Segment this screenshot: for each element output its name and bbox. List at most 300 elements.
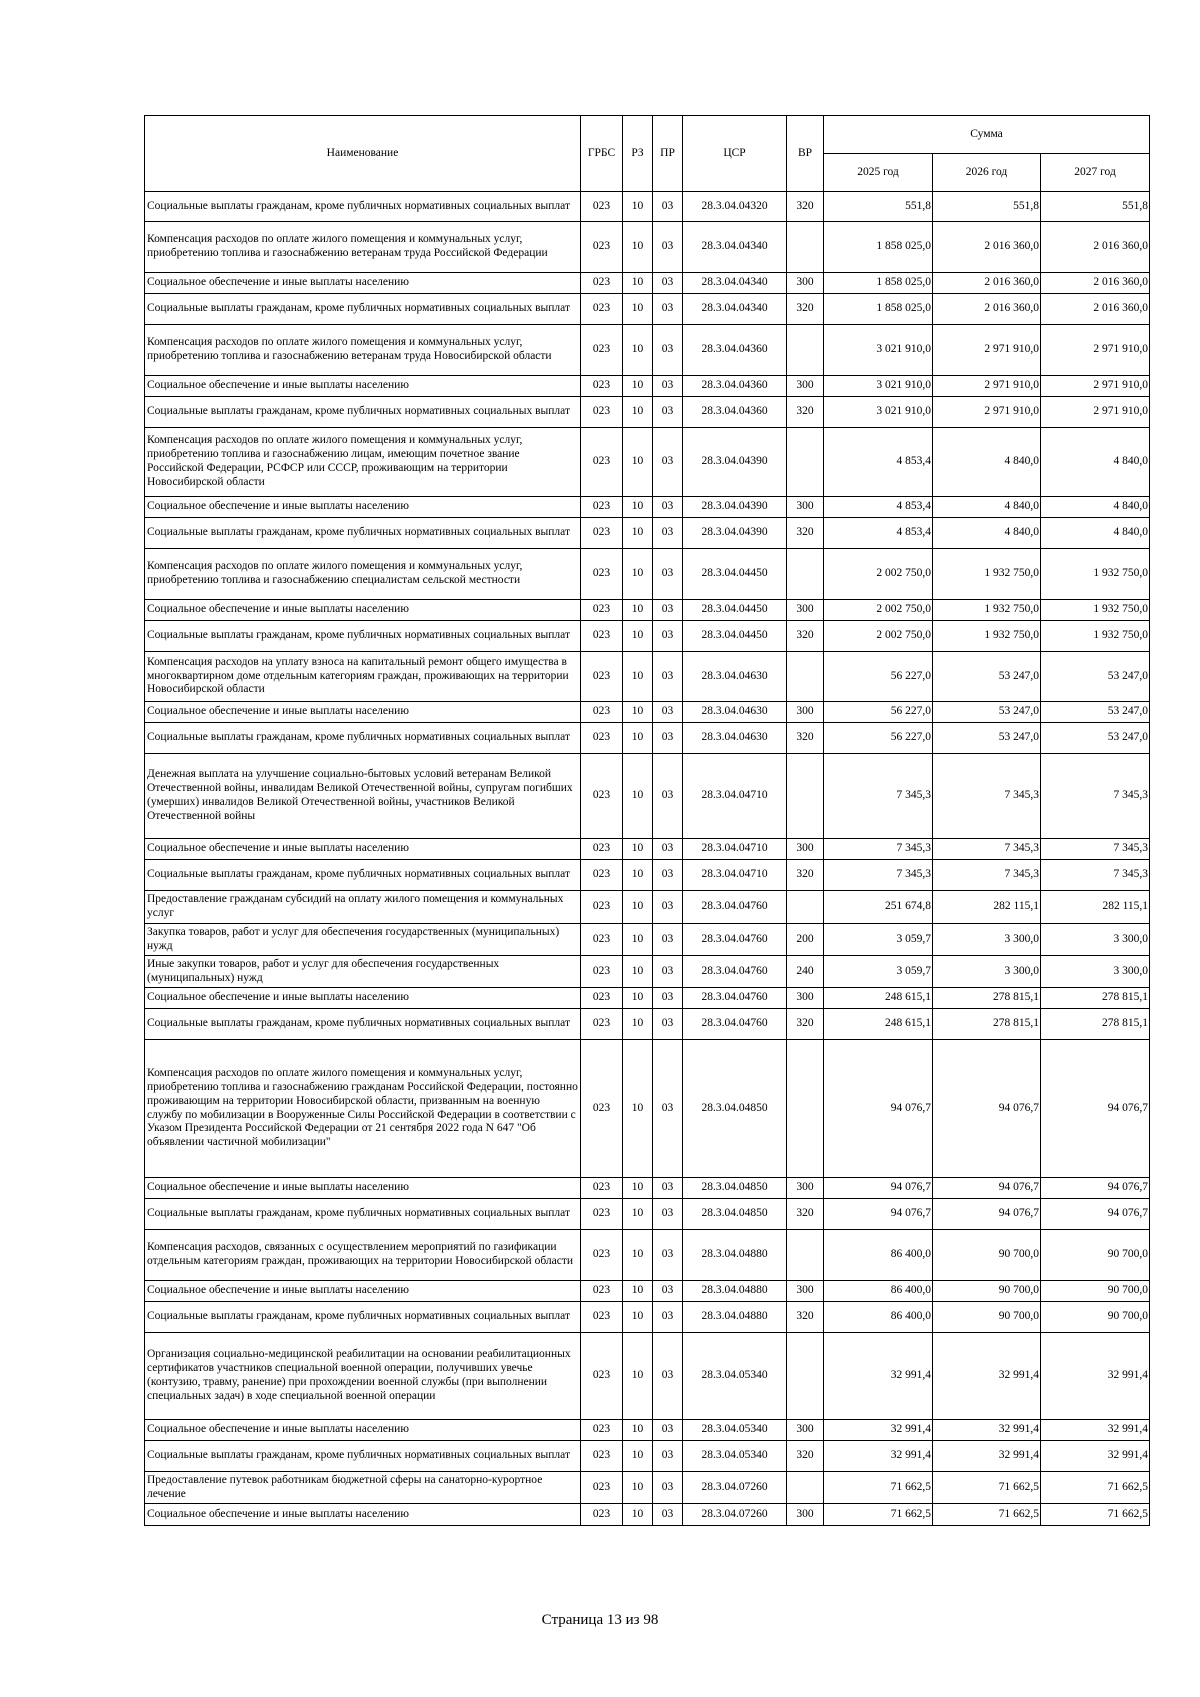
- cell-csr: 28.3.04.04360: [683, 397, 787, 428]
- cell-2025: 86 400,0: [824, 1302, 933, 1333]
- cell-2027: 4 840,0: [1041, 518, 1150, 549]
- cell-rz: 10: [623, 273, 653, 294]
- cell-2025: 3 021 910,0: [824, 376, 933, 397]
- cell-2027: 2 971 910,0: [1041, 397, 1150, 428]
- cell-2026: 2 971 910,0: [933, 397, 1041, 428]
- cell-pr: 03: [653, 1333, 683, 1420]
- cell-2026: 53 247,0: [933, 723, 1041, 754]
- cell-2026: 7 345,3: [933, 754, 1041, 839]
- cell-2026: 1 932 750,0: [933, 549, 1041, 600]
- cell-name: Социальное обеспечение и иные выплаты населению: [145, 273, 581, 294]
- cell-csr: 28.3.04.04340: [683, 273, 787, 294]
- cell-2025: 56 227,0: [824, 702, 933, 723]
- cell-vr: 300: [787, 1504, 824, 1526]
- cell-pr: 03: [653, 497, 683, 518]
- cell-csr: 28.3.04.04880: [683, 1302, 787, 1333]
- cell-name: Компенсация расходов на уплату взноса на капитальный ремонт общего имущества в многоквартирном доме отдельным категориям граждан, проживающих на территории Новосибирской области: [145, 652, 581, 702]
- cell-grbs: 023: [581, 325, 623, 376]
- table-row: [145, 1230, 1150, 1281]
- cell-2025: 7 345,3: [824, 839, 933, 860]
- cell-2025: 4 853,4: [824, 497, 933, 518]
- cell-grbs: 023: [581, 891, 623, 924]
- cell-2025: 3 059,7: [824, 956, 933, 988]
- cell-2027: 2 016 360,0: [1041, 222, 1150, 273]
- cell-csr: 28.3.04.04340: [683, 294, 787, 325]
- cell-pr: 03: [653, 1302, 683, 1333]
- cell-csr: 28.3.04.05340: [683, 1333, 787, 1420]
- cell-2026: 278 815,1: [933, 1009, 1041, 1040]
- cell-2025: 248 615,1: [824, 988, 933, 1009]
- cell-2025: 7 345,3: [824, 754, 933, 839]
- cell-2027: 2 971 910,0: [1041, 376, 1150, 397]
- cell-grbs: 023: [581, 549, 623, 600]
- cell-rz: 10: [623, 1009, 653, 1040]
- header-2027: 2027 год: [1041, 154, 1150, 192]
- cell-rz: 10: [623, 1040, 653, 1178]
- cell-name: Социальное обеспечение и иные выплаты населению: [145, 1504, 581, 1526]
- cell-vr: 320: [787, 294, 824, 325]
- cell-2027: 32 991,4: [1041, 1420, 1150, 1441]
- cell-grbs: 023: [581, 702, 623, 723]
- cell-pr: 03: [653, 1009, 683, 1040]
- cell-2027: 32 991,4: [1041, 1441, 1150, 1472]
- cell-grbs: 023: [581, 956, 623, 988]
- cell-vr: 320: [787, 723, 824, 754]
- table-row: [145, 652, 1150, 702]
- cell-pr: 03: [653, 754, 683, 839]
- header-grbs: ГРБС: [581, 116, 623, 192]
- cell-csr: 28.3.04.07260: [683, 1504, 787, 1526]
- cell-2026: 32 991,4: [933, 1333, 1041, 1420]
- cell-name: Социальные выплаты гражданам, кроме публичных нормативных социальных выплат: [145, 397, 581, 428]
- cell-rz: 10: [623, 1472, 653, 1504]
- cell-name: Социальные выплаты гражданам, кроме публичных нормативных социальных выплат: [145, 294, 581, 325]
- cell-csr: 28.3.04.04850: [683, 1178, 787, 1199]
- cell-2025: 3 021 910,0: [824, 325, 933, 376]
- table-row: [145, 891, 1150, 924]
- cell-pr: 03: [653, 652, 683, 702]
- cell-2027: 1 932 750,0: [1041, 600, 1150, 621]
- table-row: [145, 222, 1150, 273]
- cell-csr: 28.3.04.04390: [683, 428, 787, 497]
- cell-vr: [787, 652, 824, 702]
- cell-vr: 320: [787, 1441, 824, 1472]
- cell-2025: 32 991,4: [824, 1420, 933, 1441]
- cell-2025: 2 002 750,0: [824, 621, 933, 652]
- cell-grbs: 023: [581, 497, 623, 518]
- cell-pr: 03: [653, 1040, 683, 1178]
- cell-grbs: 023: [581, 518, 623, 549]
- cell-rz: 10: [623, 702, 653, 723]
- cell-vr: 320: [787, 1302, 824, 1333]
- table-row: [145, 549, 1150, 600]
- table-row: [145, 1178, 1150, 1199]
- cell-grbs: 023: [581, 723, 623, 754]
- table-row: [145, 956, 1150, 988]
- cell-vr: 300: [787, 1420, 824, 1441]
- cell-2026: 32 991,4: [933, 1441, 1041, 1472]
- cell-vr: 300: [787, 1281, 824, 1302]
- cell-2027: 94 076,7: [1041, 1040, 1150, 1178]
- table-row: [145, 988, 1150, 1009]
- cell-pr: 03: [653, 621, 683, 652]
- cell-name: Социальные выплаты гражданам, кроме публичных нормативных социальных выплат: [145, 860, 581, 891]
- header-2026: 2026 год: [933, 154, 1041, 192]
- table-row: [145, 518, 1150, 549]
- table-row: [145, 376, 1150, 397]
- table-row: [145, 702, 1150, 723]
- cell-vr: [787, 891, 824, 924]
- cell-name: Социальное обеспечение и иные выплаты населению: [145, 1420, 581, 1441]
- cell-rz: 10: [623, 192, 653, 222]
- cell-2025: 94 076,7: [824, 1040, 933, 1178]
- cell-vr: 300: [787, 600, 824, 621]
- cell-vr: [787, 325, 824, 376]
- cell-rz: 10: [623, 294, 653, 325]
- table-row: [145, 428, 1150, 497]
- cell-vr: 320: [787, 192, 824, 222]
- cell-2027: 2 016 360,0: [1041, 294, 1150, 325]
- cell-pr: 03: [653, 376, 683, 397]
- header-csr: ЦСР: [683, 116, 787, 192]
- cell-rz: 10: [623, 860, 653, 891]
- cell-name: Социальное обеспечение и иные выплаты населению: [145, 988, 581, 1009]
- cell-csr: 28.3.04.04450: [683, 549, 787, 600]
- table-row: [145, 924, 1150, 956]
- cell-rz: 10: [623, 1333, 653, 1420]
- cell-grbs: 023: [581, 839, 623, 860]
- cell-csr: 28.3.04.04360: [683, 376, 787, 397]
- cell-rz: 10: [623, 600, 653, 621]
- cell-2025: 71 662,5: [824, 1472, 933, 1504]
- cell-vr: 300: [787, 702, 824, 723]
- cell-pr: 03: [653, 1472, 683, 1504]
- cell-2027: 1 932 750,0: [1041, 621, 1150, 652]
- table-row: [145, 600, 1150, 621]
- cell-2025: 1 858 025,0: [824, 273, 933, 294]
- cell-csr: 28.3.04.04320: [683, 192, 787, 222]
- cell-2027: 278 815,1: [1041, 988, 1150, 1009]
- cell-pr: 03: [653, 988, 683, 1009]
- cell-pr: 03: [653, 702, 683, 723]
- cell-2026: 3 300,0: [933, 924, 1041, 956]
- cell-rz: 10: [623, 1230, 653, 1281]
- cell-2025: 251 674,8: [824, 891, 933, 924]
- cell-name: Социальное обеспечение и иные выплаты населению: [145, 702, 581, 723]
- cell-name: Компенсация расходов по оплате жилого помещения и коммунальных услуг, приобретению топлива и газоснабжению ветеранам труда Новосибирской области: [145, 325, 581, 376]
- cell-2027: 7 345,3: [1041, 754, 1150, 839]
- cell-vr: 300: [787, 988, 824, 1009]
- header-name: Наименование: [145, 116, 581, 192]
- cell-grbs: 023: [581, 397, 623, 428]
- cell-rz: 10: [623, 325, 653, 376]
- cell-2026: 4 840,0: [933, 428, 1041, 497]
- cell-2025: 71 662,5: [824, 1504, 933, 1526]
- cell-rz: 10: [623, 621, 653, 652]
- cell-2025: 2 002 750,0: [824, 549, 933, 600]
- cell-csr: 28.3.04.04760: [683, 1009, 787, 1040]
- cell-2025: 3 021 910,0: [824, 397, 933, 428]
- cell-2026: 2 016 360,0: [933, 294, 1041, 325]
- cell-2027: 53 247,0: [1041, 652, 1150, 702]
- cell-2027: 7 345,3: [1041, 839, 1150, 860]
- cell-name: Компенсация расходов по оплате жилого помещения и коммунальных услуг, приобретению топлива и газоснабжению лицам, имеющим почетное звание Российской Федерации, РСФСР или СССР, проживающим на территории Новосибирской области: [145, 428, 581, 497]
- table-row: [145, 1302, 1150, 1333]
- cell-vr: 320: [787, 621, 824, 652]
- cell-2025: 32 991,4: [824, 1333, 933, 1420]
- cell-2026: 32 991,4: [933, 1420, 1041, 1441]
- cell-rz: 10: [623, 1199, 653, 1230]
- cell-2026: 282 115,1: [933, 891, 1041, 924]
- cell-2027: 71 662,5: [1041, 1472, 1150, 1504]
- cell-vr: 240: [787, 956, 824, 988]
- table-row: [145, 723, 1150, 754]
- cell-2026: 90 700,0: [933, 1281, 1041, 1302]
- cell-rz: 10: [623, 1178, 653, 1199]
- header-2025: 2025 год: [824, 154, 933, 192]
- header-rz: РЗ: [623, 116, 653, 192]
- cell-2026: 94 076,7: [933, 1199, 1041, 1230]
- cell-csr: 28.3.04.04880: [683, 1230, 787, 1281]
- cell-name: Иные закупки товаров, работ и услуг для обеспечения государственных (муниципальных) нужд: [145, 956, 581, 988]
- cell-grbs: 023: [581, 1302, 623, 1333]
- cell-name: Компенсация расходов по оплате жилого помещения и коммунальных услуг, приобретению топлива и газоснабжению ветеранам труда Российской Федерации: [145, 222, 581, 273]
- cell-grbs: 023: [581, 1441, 623, 1472]
- table-row: [145, 325, 1150, 376]
- cell-csr: 28.3.04.04360: [683, 325, 787, 376]
- cell-csr: 28.3.04.04450: [683, 621, 787, 652]
- cell-vr: [787, 428, 824, 497]
- cell-csr: 28.3.04.04710: [683, 754, 787, 839]
- cell-csr: 28.3.04.04390: [683, 497, 787, 518]
- cell-2025: 248 615,1: [824, 1009, 933, 1040]
- cell-rz: 10: [623, 723, 653, 754]
- cell-grbs: 023: [581, 1420, 623, 1441]
- cell-vr: 320: [787, 860, 824, 891]
- cell-rz: 10: [623, 924, 653, 956]
- cell-2026: 53 247,0: [933, 702, 1041, 723]
- cell-name: Компенсация расходов, связанных с осуществлением мероприятий по газификации отдельным категориям граждан, проживающих на территории Новосибирской области: [145, 1230, 581, 1281]
- cell-2027: 3 300,0: [1041, 956, 1150, 988]
- cell-rz: 10: [623, 839, 653, 860]
- cell-grbs: 023: [581, 192, 623, 222]
- cell-csr: 28.3.04.04630: [683, 652, 787, 702]
- cell-2025: 1 858 025,0: [824, 222, 933, 273]
- cell-pr: 03: [653, 518, 683, 549]
- cell-name: Социальные выплаты гражданам, кроме публичных нормативных социальных выплат: [145, 621, 581, 652]
- cell-grbs: 023: [581, 860, 623, 891]
- cell-name: Социальные выплаты гражданам, кроме публичных нормативных социальных выплат: [145, 518, 581, 549]
- cell-name: Социальное обеспечение и иные выплаты населению: [145, 839, 581, 860]
- cell-2025: 4 853,4: [824, 518, 933, 549]
- cell-vr: 300: [787, 839, 824, 860]
- cell-2025: 86 400,0: [824, 1281, 933, 1302]
- cell-2026: 7 345,3: [933, 839, 1041, 860]
- cell-pr: 03: [653, 1504, 683, 1526]
- cell-rz: 10: [623, 1420, 653, 1441]
- cell-rz: 10: [623, 497, 653, 518]
- cell-pr: 03: [653, 891, 683, 924]
- cell-name: Предоставление гражданам субсидий на оплату жилого помещения и коммунальных услуг: [145, 891, 581, 924]
- cell-2026: 71 662,5: [933, 1472, 1041, 1504]
- cell-2025: 7 345,3: [824, 860, 933, 891]
- table-body: [145, 192, 1150, 1526]
- cell-2027: 2 016 360,0: [1041, 273, 1150, 294]
- cell-2026: 2 016 360,0: [933, 273, 1041, 294]
- cell-pr: 03: [653, 1178, 683, 1199]
- cell-name: Социальное обеспечение и иные выплаты населению: [145, 376, 581, 397]
- cell-2027: 3 300,0: [1041, 924, 1150, 956]
- cell-pr: 03: [653, 1441, 683, 1472]
- cell-name: Организация социально-медицинской реабилитации на основании реабилитационных сертификатов участников специальной военной операции, получивших увечье (контузию, травму, ранение) при прохождении военной службы (при выполнении специальных задач) в ходе специальной военной операции: [145, 1333, 581, 1420]
- cell-rz: 10: [623, 988, 653, 1009]
- cell-pr: 03: [653, 723, 683, 754]
- cell-2025: 94 076,7: [824, 1178, 933, 1199]
- cell-grbs: 023: [581, 273, 623, 294]
- cell-grbs: 023: [581, 621, 623, 652]
- cell-grbs: 023: [581, 1504, 623, 1526]
- cell-2027: 90 700,0: [1041, 1302, 1150, 1333]
- cell-2027: 282 115,1: [1041, 891, 1150, 924]
- cell-grbs: 023: [581, 600, 623, 621]
- cell-vr: 300: [787, 376, 824, 397]
- cell-2026: 1 932 750,0: [933, 600, 1041, 621]
- cell-vr: 300: [787, 273, 824, 294]
- cell-2027: 2 971 910,0: [1041, 325, 1150, 376]
- table-row: [145, 621, 1150, 652]
- cell-rz: 10: [623, 518, 653, 549]
- cell-csr: 28.3.04.04760: [683, 988, 787, 1009]
- header-sum: Сумма: [824, 116, 1150, 154]
- cell-2026: 94 076,7: [933, 1178, 1041, 1199]
- cell-2025: 4 853,4: [824, 428, 933, 497]
- table-row: [145, 1472, 1150, 1504]
- cell-grbs: 023: [581, 1178, 623, 1199]
- cell-csr: 28.3.04.04760: [683, 924, 787, 956]
- cell-pr: 03: [653, 1420, 683, 1441]
- cell-2026: 2 016 360,0: [933, 222, 1041, 273]
- cell-grbs: 023: [581, 1281, 623, 1302]
- cell-2027: 1 932 750,0: [1041, 549, 1150, 600]
- cell-name: Социальные выплаты гражданам, кроме публичных нормативных социальных выплат: [145, 192, 581, 222]
- cell-vr: 320: [787, 1199, 824, 1230]
- cell-vr: 300: [787, 1178, 824, 1199]
- cell-2025: 86 400,0: [824, 1230, 933, 1281]
- cell-vr: [787, 549, 824, 600]
- cell-2026: 2 971 910,0: [933, 325, 1041, 376]
- cell-2025: 551,8: [824, 192, 933, 222]
- cell-2027: 4 840,0: [1041, 497, 1150, 518]
- cell-name: Социальные выплаты гражданам, кроме публичных нормативных социальных выплат: [145, 1199, 581, 1230]
- cell-2027: 551,8: [1041, 192, 1150, 222]
- cell-pr: 03: [653, 273, 683, 294]
- cell-name: Денежная выплата на улучшение социально-бытовых условий ветеранам Великой Отечественной войны, инвалидам Великой Отечественной войны, супругам погибших (умерших) инвалидов Великой Отечественной войны, участников Великой Отечественной войны: [145, 754, 581, 839]
- budget-table: [144, 115, 1150, 1526]
- cell-2026: 4 840,0: [933, 497, 1041, 518]
- table-row: [145, 1281, 1150, 1302]
- cell-pr: 03: [653, 1281, 683, 1302]
- table-row: [145, 1199, 1150, 1230]
- cell-csr: 28.3.04.04450: [683, 600, 787, 621]
- cell-grbs: 023: [581, 222, 623, 273]
- cell-2026: 551,8: [933, 192, 1041, 222]
- table-row: [145, 497, 1150, 518]
- cell-grbs: 023: [581, 1333, 623, 1420]
- cell-2025: 32 991,4: [824, 1441, 933, 1472]
- cell-csr: 28.3.04.04630: [683, 702, 787, 723]
- cell-vr: 200: [787, 924, 824, 956]
- cell-rz: 10: [623, 956, 653, 988]
- cell-csr: 28.3.04.04340: [683, 222, 787, 273]
- cell-name: Социальные выплаты гражданам, кроме публичных нормативных социальных выплат: [145, 1441, 581, 1472]
- cell-2025: 94 076,7: [824, 1199, 933, 1230]
- cell-grbs: 023: [581, 1472, 623, 1504]
- cell-pr: 03: [653, 428, 683, 497]
- cell-2025: 56 227,0: [824, 723, 933, 754]
- table-row: [145, 1420, 1150, 1441]
- cell-pr: 03: [653, 222, 683, 273]
- cell-name: Предоставление путевок работникам бюджетной сферы на санаторно-курортное лечение: [145, 1472, 581, 1504]
- cell-pr: 03: [653, 325, 683, 376]
- cell-rz: 10: [623, 376, 653, 397]
- cell-2027: 53 247,0: [1041, 723, 1150, 754]
- cell-grbs: 023: [581, 754, 623, 839]
- cell-2026: 53 247,0: [933, 652, 1041, 702]
- cell-vr: 320: [787, 1009, 824, 1040]
- cell-csr: 28.3.04.04630: [683, 723, 787, 754]
- cell-2027: 32 991,4: [1041, 1333, 1150, 1420]
- cell-name: Социальное обеспечение и иные выплаты населению: [145, 600, 581, 621]
- table-row: [145, 273, 1150, 294]
- table-row: [145, 1009, 1150, 1040]
- cell-2025: 56 227,0: [824, 652, 933, 702]
- cell-csr: 28.3.04.04850: [683, 1040, 787, 1178]
- cell-pr: 03: [653, 924, 683, 956]
- cell-2027: 7 345,3: [1041, 860, 1150, 891]
- table-row: [145, 1504, 1150, 1526]
- cell-pr: 03: [653, 956, 683, 988]
- table-row: [145, 839, 1150, 860]
- table-row: [145, 1441, 1150, 1472]
- table-row: [145, 192, 1150, 222]
- cell-rz: 10: [623, 222, 653, 273]
- cell-csr: 28.3.04.05340: [683, 1441, 787, 1472]
- cell-rz: 10: [623, 549, 653, 600]
- cell-pr: 03: [653, 839, 683, 860]
- cell-2026: 3 300,0: [933, 956, 1041, 988]
- cell-csr: 28.3.04.04760: [683, 891, 787, 924]
- cell-vr: 320: [787, 397, 824, 428]
- cell-2026: 4 840,0: [933, 518, 1041, 549]
- cell-rz: 10: [623, 652, 653, 702]
- cell-vr: [787, 754, 824, 839]
- table-row: [145, 754, 1150, 839]
- cell-csr: 28.3.04.04710: [683, 839, 787, 860]
- cell-2026: 1 932 750,0: [933, 621, 1041, 652]
- cell-grbs: 023: [581, 1230, 623, 1281]
- cell-csr: 28.3.04.04710: [683, 860, 787, 891]
- cell-pr: 03: [653, 1199, 683, 1230]
- cell-2026: 94 076,7: [933, 1040, 1041, 1178]
- cell-2026: 71 662,5: [933, 1504, 1041, 1526]
- cell-vr: [787, 1230, 824, 1281]
- cell-2027: 53 247,0: [1041, 702, 1150, 723]
- cell-csr: 28.3.04.04850: [683, 1199, 787, 1230]
- table-row: [145, 1040, 1150, 1178]
- cell-pr: 03: [653, 397, 683, 428]
- header-pr: ПР: [653, 116, 683, 192]
- cell-grbs: 023: [581, 294, 623, 325]
